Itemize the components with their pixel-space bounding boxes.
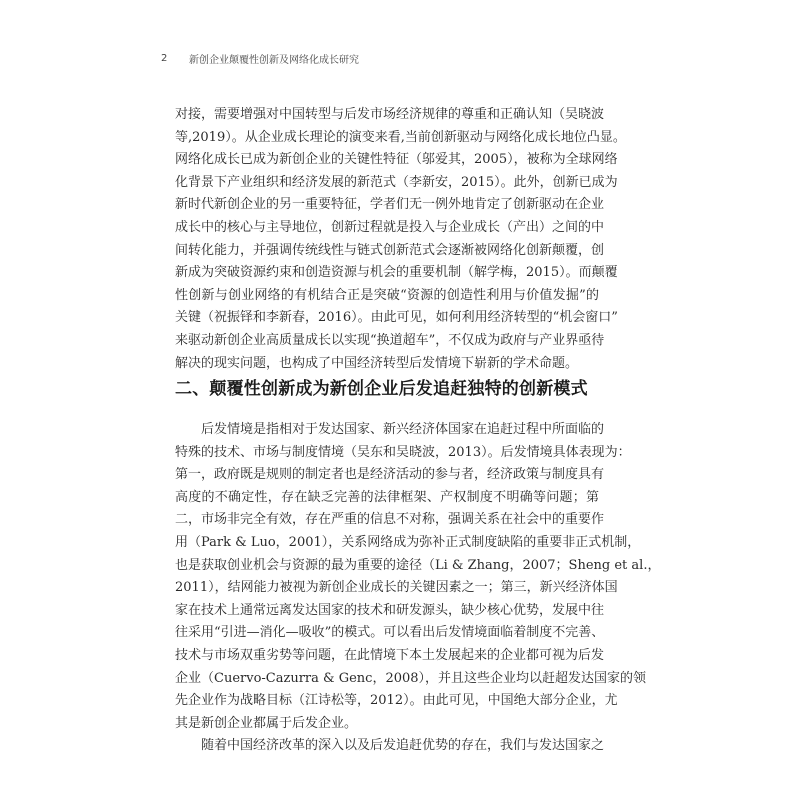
page-number: 2 xyxy=(161,53,168,64)
text-line: 间转化能力，并强调传统线性与链式创新范式会逐渐被网络化创新颠覆，创 xyxy=(175,242,605,258)
text-line: 也是获取创业机会与资源的最为重要的途径（Li & Zhang，2007；Sheng et al.， xyxy=(175,557,661,573)
text-line: 后发情境是指相对于发达国家、新兴经济体国家在追赶过程中所面临的 xyxy=(201,422,605,437)
section-heading: 二、颠覆性创新成为新创企业后发追赶独特的创新模式 xyxy=(175,379,588,399)
running-title: 新创企业颠覆性创新及网络化成长研究 xyxy=(189,55,359,66)
text-line: 等,2019）。从企业成长理论的演变来看,当前创新驱动与网络化成长地位凸显。 xyxy=(175,129,626,145)
text-line: 来驱动新创企业高质量成长以实现“换道超车”，不仅成为政府与产业界亟待 xyxy=(175,332,605,348)
text-line: 先企业作为战略目标（江诗松等，2012）。由此可见，中国绝大部分企业，尤 xyxy=(175,693,618,709)
text-line: 新成为突破资源约束和创造资源与机会的重要机制（解学梅，2015）。而颠覆 xyxy=(175,265,618,281)
text-line: 家在技术上通常远离发达国家的技术和研发源头，缺少核心优势，发展中往 xyxy=(175,602,605,618)
text-line: 企业（Cuervo-Cazurra & Genc，2008），并且这些企业均以赶超发达国家的领 xyxy=(175,670,647,686)
text-line: 其是新创企业都属于后发企业。 xyxy=(175,715,358,731)
text-line: 第一，政府既是规则的制定者也是经济活动的参与者，经济政策与制度具有 xyxy=(175,467,605,483)
text-line: 特殊的技术、市场与制度情境（吴东和吴晓波，2013）。后发情境具体表现为： xyxy=(175,444,631,460)
text-line: 对接，需要增强对中国转型与后发市场经济规律的尊重和正确认知（吴晓波 xyxy=(175,107,605,122)
text-line: 化背景下产业组织和经济发展的新范式（李新安，2015）。此外，创新已成为 xyxy=(175,174,618,190)
text-line: 用（Park & Luo，2001），关系网络成为弥补正式制度缺陷的重要非正式机制， xyxy=(175,534,641,550)
text-line: 技术与市场双重劣势等问题，在此情境下本土发展起来的企业都可视为后发 xyxy=(175,647,605,663)
text-line: 随着中国经济改革的深入以及后发追赶优势的存在，我们与发达国家之 xyxy=(201,738,605,753)
text-line: 二，市场非完全有效，存在严重的信息不对称，强调关系在社会中的重要作 xyxy=(175,512,605,528)
text-line: 成长中的核心与主导地位，创新过程就是投入与企业成长（产出）之间的中 xyxy=(175,219,605,235)
text-line: 解决的现实问题，也构成了中国经济转型后发情境下崭新的学术命题。 xyxy=(175,355,579,371)
text-line: 往采用“引进—消化—吸收”的模式。可以看出后发情境面临着制度不完善、 xyxy=(175,625,605,641)
paragraph-2 xyxy=(175,419,661,735)
paragraph-3 xyxy=(175,735,605,758)
text-line: 高度的不确定性，存在缺乏完善的法律框架、产权制度不明确等问题；第 xyxy=(175,489,599,505)
text-line: 2011），结网能力被视为新创企业成长的关键因素之一；第三，新兴经济体国 xyxy=(175,580,618,596)
paragraph-1 xyxy=(175,104,626,375)
running-header xyxy=(161,51,359,66)
text-line: 网络化成长已成为新创企业的关键性特征（邬爱其，2005），被称为全球网络 xyxy=(175,152,618,168)
text-line: 新时代新创企业的另一重要特征，学者们无一例外地肯定了创新驱动在企业 xyxy=(175,197,605,213)
text-line: 性创新与创业网络的有机结合正是突破“资源的创造性利用与价值发掘”的 xyxy=(175,287,599,303)
text-line: 关键（祝振铎和李新春，2016）。由此可见，如何利用经济转型的“机会窗口” xyxy=(175,310,618,326)
